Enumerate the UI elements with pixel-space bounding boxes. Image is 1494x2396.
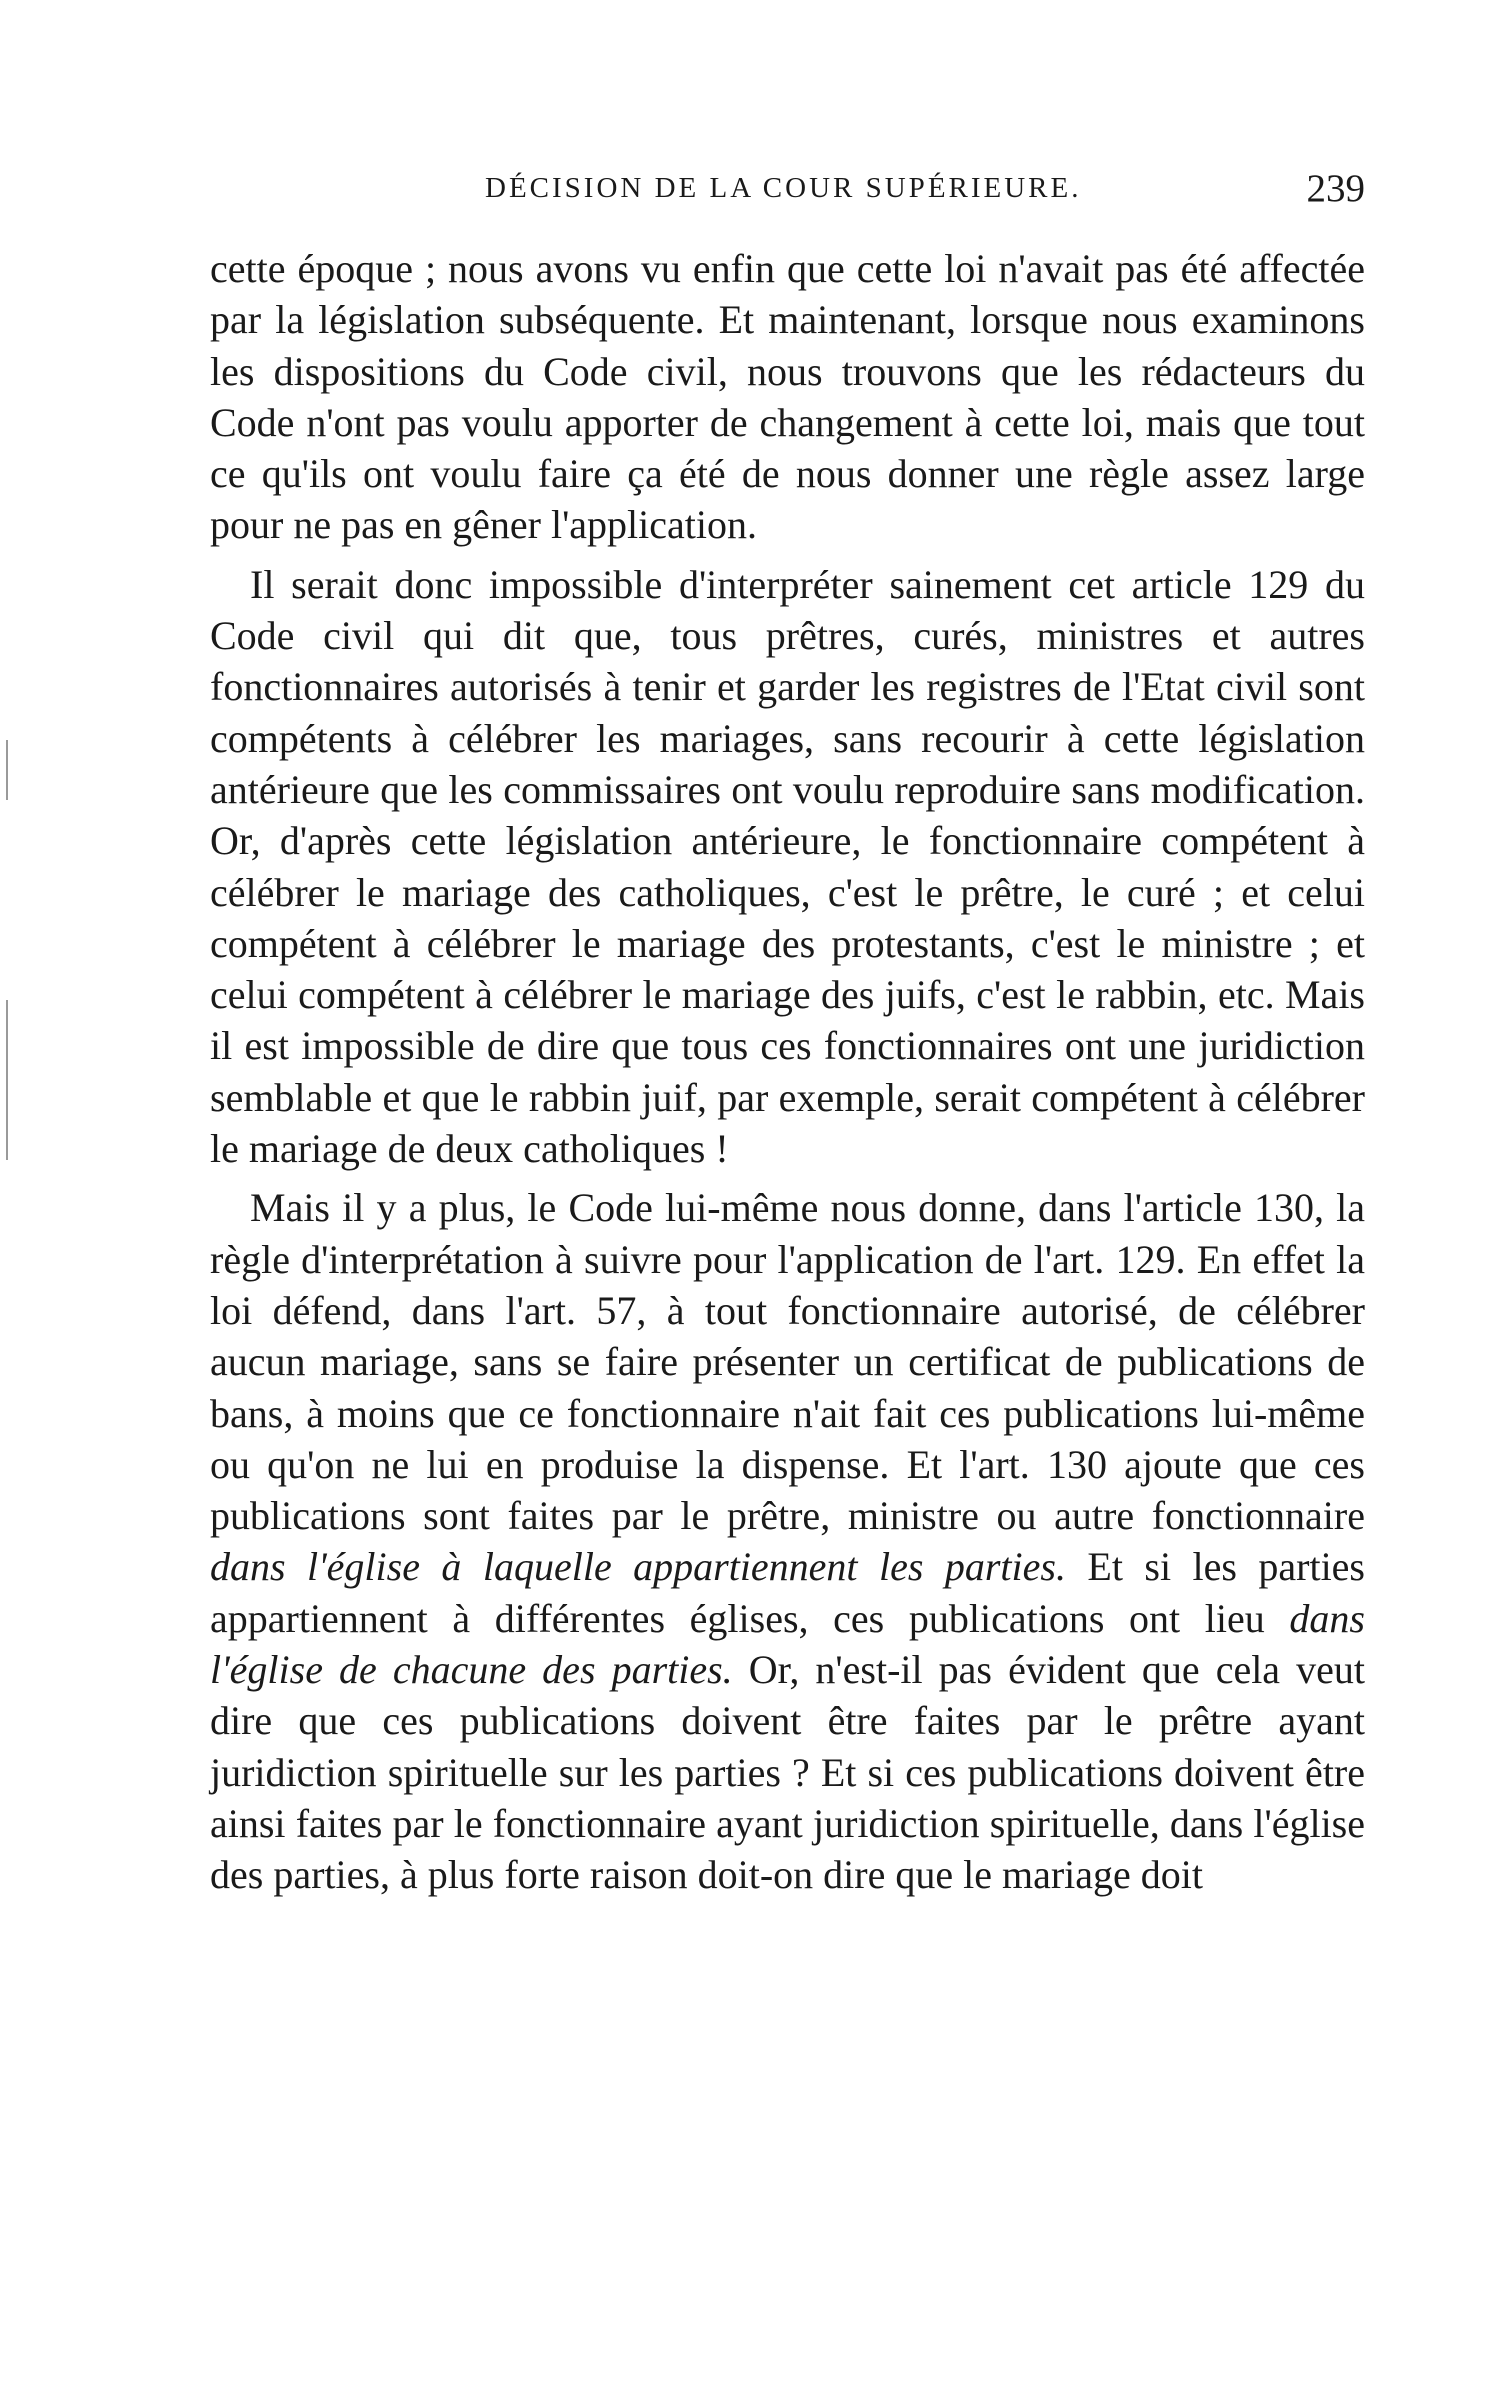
- paragraph-1: [210, 243, 1365, 551]
- text-segment: Et si les parties appartiennent à différentes églises, ces publications ont lieu: [210, 1544, 1365, 1641]
- page-number: 239: [1306, 167, 1365, 210]
- scan-edge-mark: [6, 740, 8, 800]
- text-segment: Il serait donc impossible d'interpréter sainement cet article 129 du Code civil qui dit que, tous prêtres, curés, ministres et autres fonctionnaires autorisés à tenir et garder les registres de l'Etat civil sont compétents à célébrer les mariages, sans recourir à cette législation antérieure que les commissaires ont voulu reproduire sans modification. Or, d'après cette législation antérieure, le fonctionnaire compétent à célébrer le mariage des catholiques, c'est le prêtre, le curé ; et celui compétent à célébrer le mariage des protestants, c'est le ministre ; et celui compétent à célébrer le mariage des juifs, c'est le rabbin, etc. Mais il est impossible de dire que tous ces fonctionnaires ont une juridiction semblable et que le rabbin juif, par exemple, serait compétent à célébrer le mariage de deux catholiques !: [210, 561, 1365, 1172]
- paragraph-2: [210, 559, 1365, 1175]
- scan-edge-mark: [6, 1000, 8, 1160]
- text-segment: cette époque ; nous avons vu enfin que cette loi n'avait pas été affectée par la législation subséquente. Et maintenant, lorsque nous examinons les dispositions du Code civil, nous trouvons que les rédacteurs du Code n'ont pas voulu apporter de changement à cette loi, mais que tout ce qu'ils ont voulu faire ça été de nous donner une règle assez large pour ne pas en gêner l'application.: [210, 246, 1365, 548]
- running-head: [210, 168, 1365, 218]
- body-text: [210, 243, 1365, 1901]
- running-title: DÉCISION DE LA COUR SUPÉRIEURE.: [485, 172, 1082, 204]
- paragraph-3: [210, 1182, 1365, 1900]
- italic-quote: dans l'église de chacune des parties.: [210, 1595, 1365, 1693]
- text-segment: Or, n'est-il pas évident que cela veut dire que ces publications doivent être faites par le prêtre ayant juridiction spirituelle sur les parties ? Et si ces publications doivent être ainsi faites par le fonctionnaire ayant juridiction spirituelle, dans l'église des parties, à plus forte raison doit-on dire que le mariage doit: [210, 1647, 1365, 1898]
- text-segment: Mais il y a plus, le Code lui-même nous donne, dans l'article 130, la règle d'interprétation à suivre pour l'application de l'art. 129. En effet la loi défend, dans l'art. 57, à tout fonctionnaire autorisé, de célébrer aucun mariage, sans se faire présenter un certificat de publications de bans, à moins que ce fonctionnaire n'ait fait ces publications lui-même ou qu'on ne lui en produise la dispense. Et l'art. 130 ajoute que ces publications sont faites par le prêtre, ministre ou autre fonctionnaire: [210, 1185, 1365, 1539]
- italic-quote: dans l'église à laquelle appartiennent les parties.: [210, 1544, 1066, 1590]
